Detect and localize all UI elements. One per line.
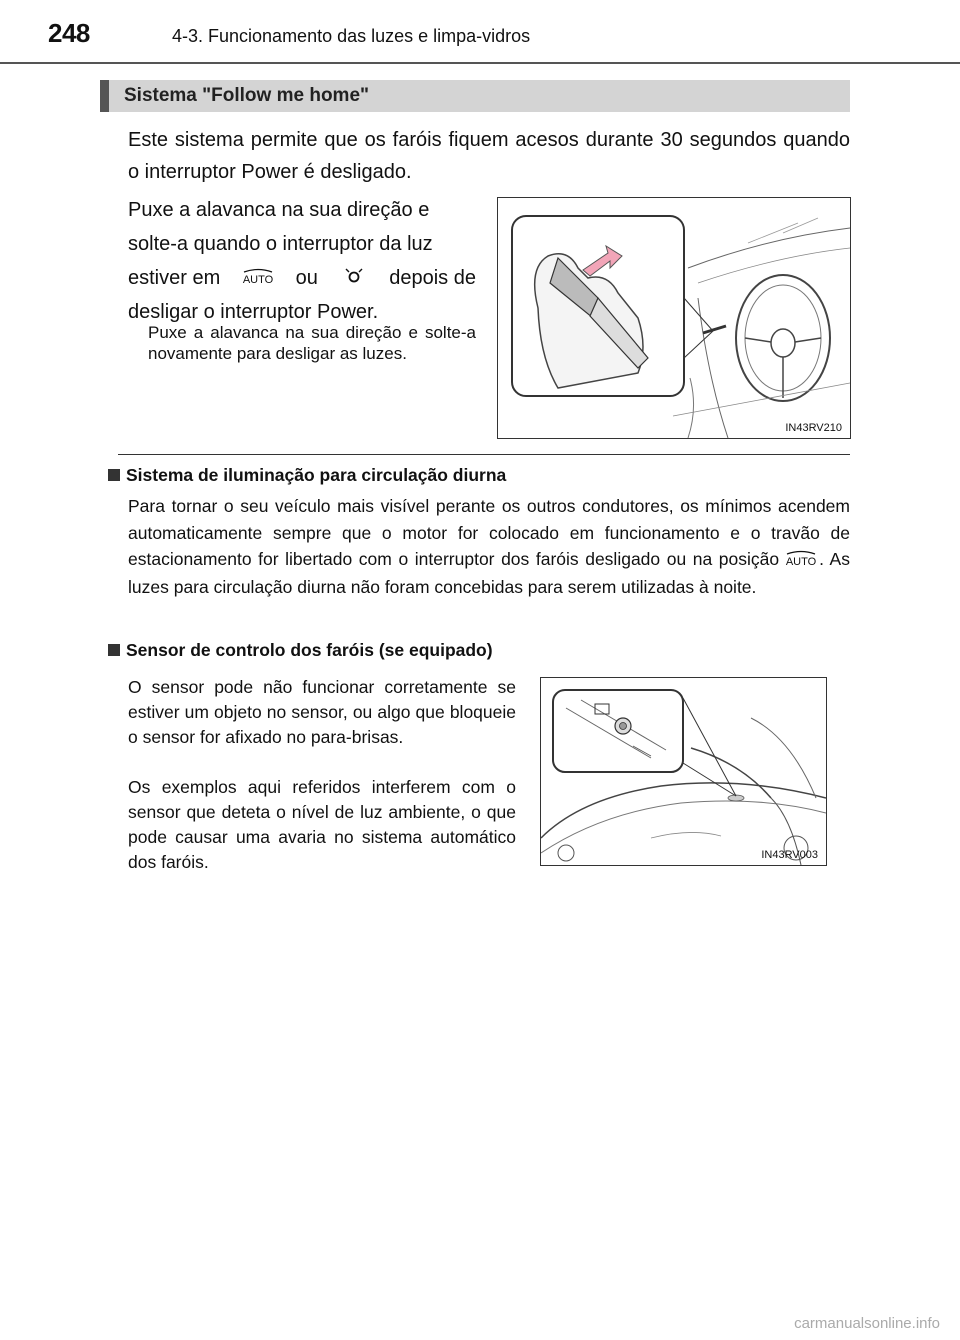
sensor-heading-text: Sensor de controlo dos faróis (se equipado) [126, 640, 493, 660]
image-id: IN43RV210 [785, 422, 842, 434]
step-line-symbols [128, 261, 476, 295]
page-number: 248 [48, 18, 90, 48]
step-line: Puxe a alavanca na sua direção e [128, 199, 430, 221]
sensor-heading [108, 640, 493, 661]
step-line: solte-a quando o interruptor da luz [128, 233, 433, 255]
step-line: desligar o interruptor Power. [128, 301, 379, 323]
bullet-square-icon [108, 644, 120, 656]
step-ou-text: ou [295, 267, 318, 289]
drl-text-before: Para tornar o seu veículo mais visível perante os outros condutores, os mínimos acendem automaticamente sempre que o motor for colocado em funcionamento e o travão de estacionamento for libertado com o interruptor dos faróis desligado ou na posição [128, 496, 850, 569]
sensor-paragraph-1: O sensor pode não funcionar corretamente se estiver um objeto no sensor, ou algo que bloqueie o sensor for afixado no para-brisas. [128, 677, 516, 747]
parking-light-icon [340, 261, 368, 295]
watermark: carmanualsonline.info [794, 1315, 940, 1332]
drl-text-after: . As luzes para circulação diurna não foram concebidas para serem utilizadas à noite. [128, 549, 850, 597]
section-title: 4-3. Funcionamento das luzes e limpa-vidros [172, 26, 531, 46]
header-rule [0, 62, 960, 64]
intro-paragraph: Este sistema permite que os faróis fiquem acesos durante 30 segundos quando o interruptor Power é desligado. [128, 129, 850, 183]
bullet-square-icon [108, 469, 120, 481]
section-heading-bar [100, 80, 850, 112]
lever-drawing [498, 198, 850, 438]
drl-heading [108, 465, 506, 486]
section-heading: Sistema "Follow me home" [124, 85, 370, 106]
sensor-paragraph-2: Os exemplos aqui referidos interferem com o sensor que deteta o nível de luz ambiente, o que pode causar uma avaria no sistema automático dos faróis. [128, 777, 516, 872]
sensor-illustration [540, 677, 827, 866]
image-id: IN43RV003 [761, 849, 818, 861]
auto-icon [785, 547, 817, 574]
step-after-text: depois de [389, 267, 476, 289]
sensor-drawing [541, 678, 826, 865]
section-heading-marker [100, 80, 109, 112]
svg-text:AUTO: AUTO [242, 274, 274, 284]
step-paragraph [128, 193, 476, 329]
section-divider [118, 454, 850, 455]
lever-illustration [497, 197, 851, 439]
drl-paragraph [128, 493, 850, 600]
step-note: Puxe a alavanca na sua direção e solte-a novamente para desligar as luzes. [148, 323, 476, 363]
drl-heading-text: Sistema de iluminação para circulação diurna [126, 465, 507, 485]
svg-text:AUTO: AUTO [785, 556, 817, 567]
step-em-text: estiver em [128, 267, 221, 289]
auto-icon [242, 261, 274, 295]
